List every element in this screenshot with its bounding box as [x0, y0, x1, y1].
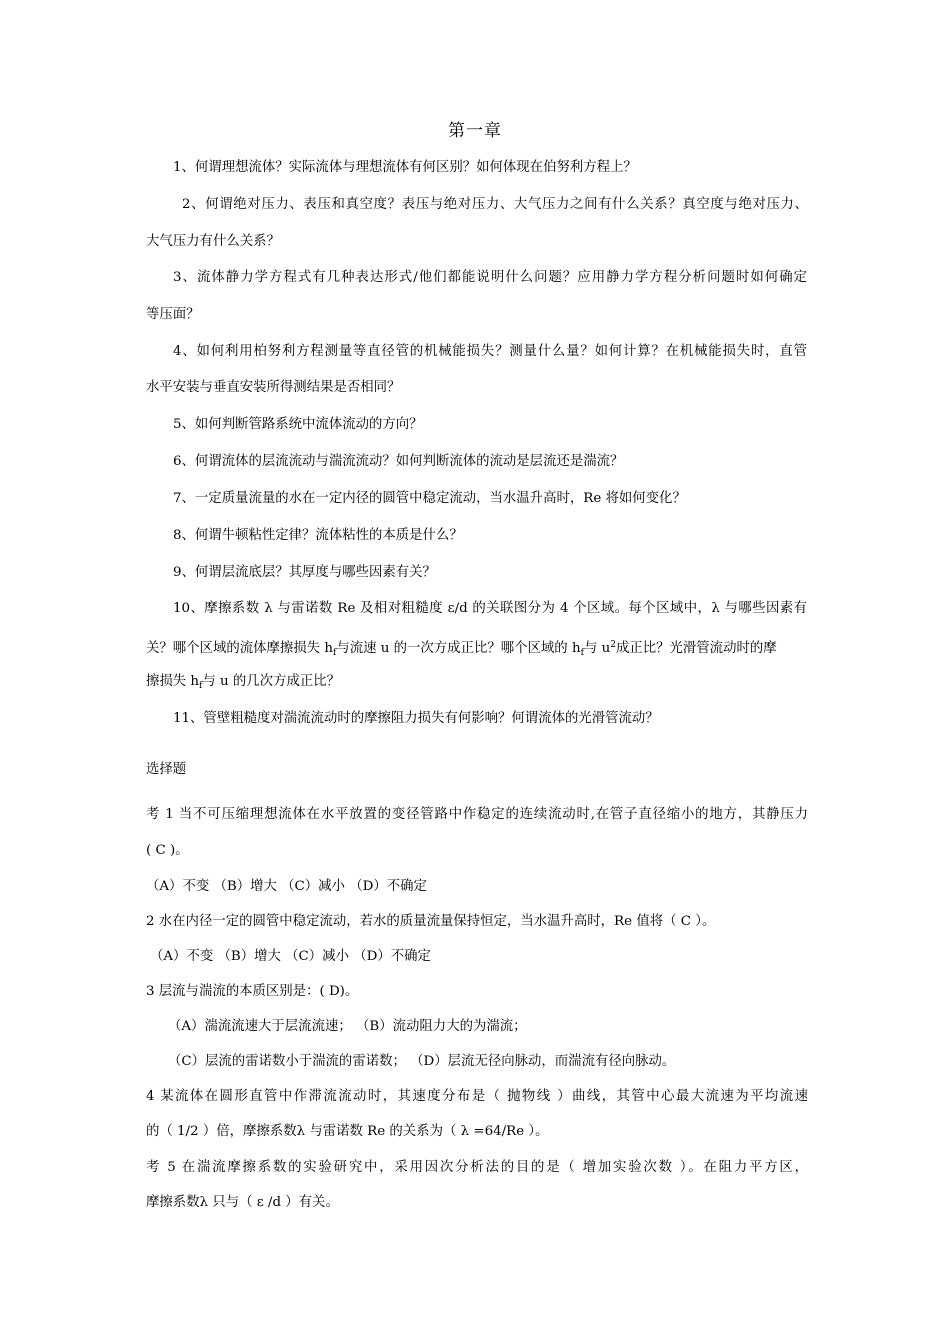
choice-4-line-2: 的（ 1/2 ）倍，摩擦系数λ 与雷诺数 Re 的关系为（ λ =64/Re ）。: [146, 1124, 549, 1139]
question-5: 5、如何判断管路系统中流体流动的方向？: [173, 417, 423, 432]
choice-4-line-1: 4 某流体在圆形直管中作滞流流动时，其速度分布是（ 抛物线 ）曲线，其管中心最大流速为平均流速: [146, 1089, 808, 1104]
choice-2-options: （A）不变 （B）增大 （C）减小 （D）不确定: [150, 949, 431, 964]
choice-1-options: （A）不变 （B）增大 （C）减小 （D）不确定: [146, 879, 427, 894]
choice-3-options-1: （A）湍流流速大于层流流速； （B）流动阻力大的为湍流；: [168, 1019, 527, 1034]
question-4-line-2: 水平安装与垂直安装所得测结果是否相同？: [146, 380, 401, 395]
question-10-text-d: 成正比？光滑管流动时的摩: [615, 641, 777, 656]
question-9: 9、何谓层流底层？其厚度与哪些因素有关？: [173, 565, 436, 580]
choice-3-options-2: （C）层流的雷诺数小于湍流的雷诺数； （D）层流无径向脉动，而湍流有径向脉动。: [168, 1054, 676, 1069]
question-1: 1、何谓理想流体？实际流体与理想流体有何区别？如何体现在伯努利方程上？: [173, 160, 637, 175]
question-10-line-1: 10、摩擦系数 λ 与雷诺数 Re 及相对粗糙度 ε/d 的关联图分为 4 个区域。每个区域中，λ 与哪些因素有: [173, 601, 807, 616]
question-10-text-a: 关？哪个区域的流体摩擦损失 h: [146, 641, 333, 656]
choice-1-line-1: 考 1 当不可压缩理想流体在水平放置的变径管路中作稳定的连续流动时,在管子直径缩小的地方，其静压力: [146, 807, 808, 822]
choice-3: 3 层流与湍流的本质区别是：( D)。: [146, 984, 359, 999]
question-6: 6、何谓流体的层流流动与湍流流动？如何判断流体的流动是层流还是湍流？: [173, 454, 624, 469]
question-10-text-f: 与 u 的几次方成正比？: [202, 674, 341, 689]
subscript-f: f: [580, 648, 584, 658]
question-10-text-e: 擦损失 h: [146, 674, 200, 689]
question-8: 8、何谓牛顿粘性定律？流体粘性的本质是什么？: [173, 528, 463, 543]
question-11: 11、管壁粗糙度对湍流流动时的摩擦阻力损失有何影响？何谓流体的光滑管流动？: [173, 711, 659, 726]
choice-2: 2 水在内径一定的圆管中稳定流动，若水的质量流量保持恒定，当水温升高时，Re 值将（ C ）。: [146, 914, 716, 929]
choice-1-line-2: ( C )。: [146, 843, 189, 858]
question-2-line-2: 大气压力有什么关系？: [146, 234, 280, 249]
question-10-line-3: [146, 672, 340, 696]
question-3-line-2: 等压面？: [146, 307, 200, 322]
section-heading: 选择题: [146, 762, 187, 777]
question-2-line-1: 2、何谓绝对压力、表压和真空度？表压与绝对压力、大气压力之间有什么关系？真空度与绝对压力、: [182, 197, 808, 212]
question-10-text-b: 与流速 u 的一次方成正比？哪个区域的 h: [336, 641, 581, 656]
choice-5-line-1: 考 5 在湍流摩擦系数的实验研究中，采用因次分析法的目的是（ 增加实验次数 ）。在阻力平方区，: [146, 1160, 808, 1175]
question-10-line-2: [146, 635, 777, 663]
question-7: 7、一定质量流量的水在一定内径的圆管中稳定流动，当水温升高时，Re 将如何变化？: [173, 491, 686, 506]
subscript-f: f: [332, 648, 337, 658]
question-10-text-c: 与 u: [583, 641, 611, 656]
question-4-line-1: 4、如何利用柏努利方程测量等直径管的机械能损失？测量什么量？如何计算？在机械能损失时，直管: [173, 344, 807, 359]
question-3-line-1: 3、流体静力学方程式有几种表达形式/他们都能说明什么问题？应用静力学方程分析问题时如何确定: [173, 270, 807, 285]
choice-5-line-2: 摩擦系数λ 只与（ ε /d ）有关。: [146, 1195, 339, 1210]
superscript-2: 2: [610, 640, 616, 650]
chapter-title: 第一章: [448, 121, 502, 141]
subscript-f: f: [199, 681, 203, 691]
